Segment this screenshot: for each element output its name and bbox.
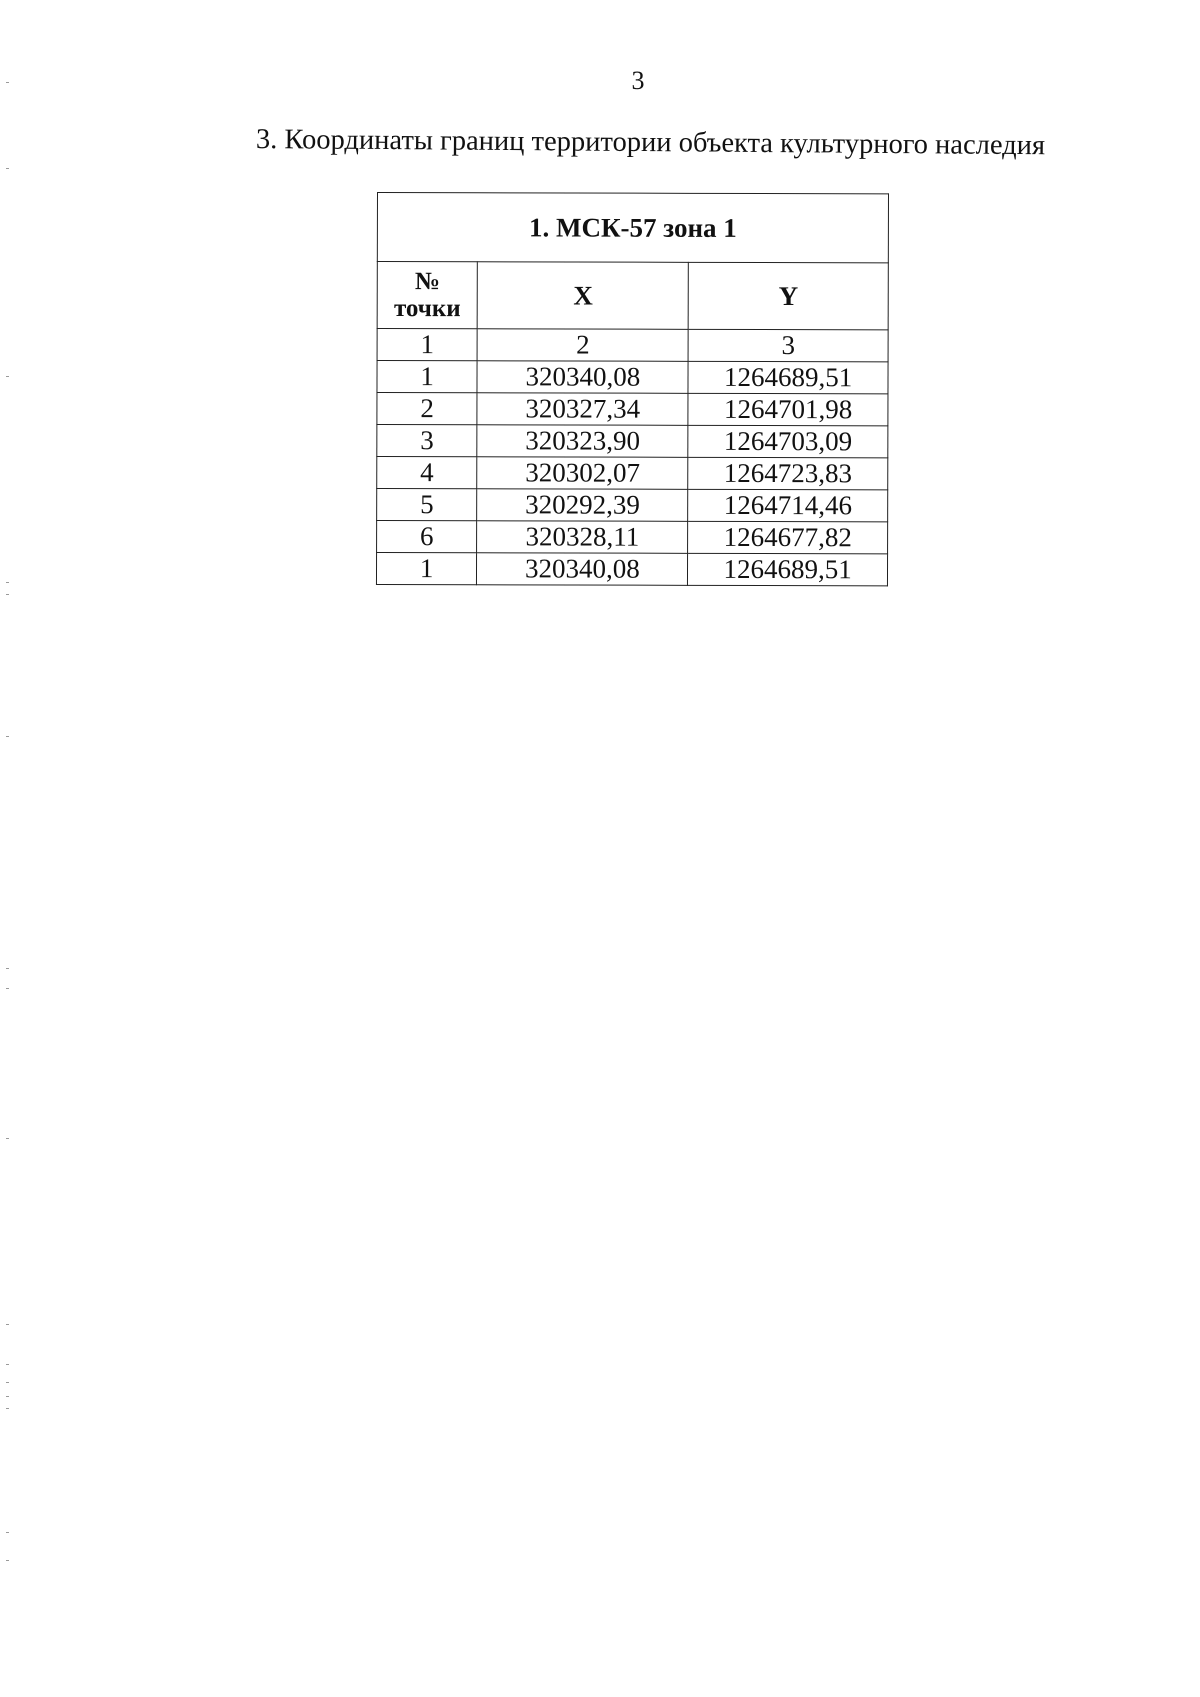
coordinates-table xyxy=(376,192,889,586)
y-coordinate-cell: 1264689,51 xyxy=(688,553,888,586)
scan-speck xyxy=(6,736,9,737)
x-coordinate-cell: 320292,39 xyxy=(477,489,688,522)
y-coordinate-cell: 1264723,83 xyxy=(688,457,888,490)
scan-speck xyxy=(6,168,9,169)
y-coordinate-cell: 1264689,51 xyxy=(688,361,888,394)
scan-margin-specks xyxy=(6,0,12,1697)
coordinate-system-row xyxy=(377,193,888,263)
scan-speck xyxy=(6,1324,9,1325)
page-number: 3 xyxy=(631,66,645,95)
table-row xyxy=(377,393,888,426)
scan-speck xyxy=(6,1138,9,1139)
x-coordinate-cell: 320340,08 xyxy=(477,553,688,586)
scan-speck xyxy=(6,82,9,83)
column-number: 2 xyxy=(477,329,688,362)
scan-speck xyxy=(6,1364,9,1365)
y-coordinate-cell: 1264703,09 xyxy=(688,425,888,458)
scan-speck xyxy=(6,1560,9,1561)
column-number-row xyxy=(377,329,888,362)
section-heading: 3. Координаты границ территории объекта культурного наследия xyxy=(255,124,1046,162)
point-number-cell: 1 xyxy=(377,361,477,393)
x-coordinate-cell: 320328,11 xyxy=(477,521,688,554)
scan-speck xyxy=(6,1396,9,1397)
table-row xyxy=(377,457,888,490)
table-row xyxy=(377,425,888,458)
x-coordinate-cell: 320323,90 xyxy=(477,425,688,458)
scan-speck xyxy=(6,968,9,969)
scan-speck xyxy=(6,582,9,583)
y-coordinate-cell: 1264714,46 xyxy=(688,489,888,522)
x-coordinate-cell: 320340,08 xyxy=(477,361,688,394)
point-number-cell: 1 xyxy=(376,553,476,585)
table-row xyxy=(377,361,888,394)
column-header-y: Y xyxy=(689,262,889,330)
scan-speck xyxy=(6,594,9,595)
point-number-cell: 4 xyxy=(377,457,477,489)
x-coordinate-cell: 320302,07 xyxy=(477,457,688,490)
column-number: 3 xyxy=(688,329,888,362)
scan-speck xyxy=(6,1382,9,1383)
coordinate-system-title: 1. МСК-57 зона 1 xyxy=(377,193,888,263)
column-header-point-no xyxy=(377,262,478,329)
column-header-row xyxy=(377,262,888,330)
point-number-cell: 3 xyxy=(377,425,477,457)
y-coordinate-cell: 1264677,82 xyxy=(688,521,888,554)
point-number-cell: 5 xyxy=(377,489,477,521)
table-row xyxy=(377,521,888,554)
scan-speck xyxy=(6,376,9,377)
column-number: 1 xyxy=(377,329,477,361)
x-coordinate-cell: 320327,34 xyxy=(477,393,688,426)
point-no-label: точки xyxy=(393,295,461,323)
scan-speck xyxy=(6,988,9,989)
y-coordinate-cell: 1264701,98 xyxy=(688,393,888,426)
table-row xyxy=(377,489,888,522)
point-number-cell: 6 xyxy=(377,521,477,553)
point-no-symbol: № xyxy=(414,268,441,296)
scan-speck xyxy=(6,1532,9,1533)
column-header-x: X xyxy=(477,262,688,330)
table-row xyxy=(376,553,887,586)
point-number-cell: 2 xyxy=(377,393,477,425)
scan-speck xyxy=(6,1408,9,1409)
